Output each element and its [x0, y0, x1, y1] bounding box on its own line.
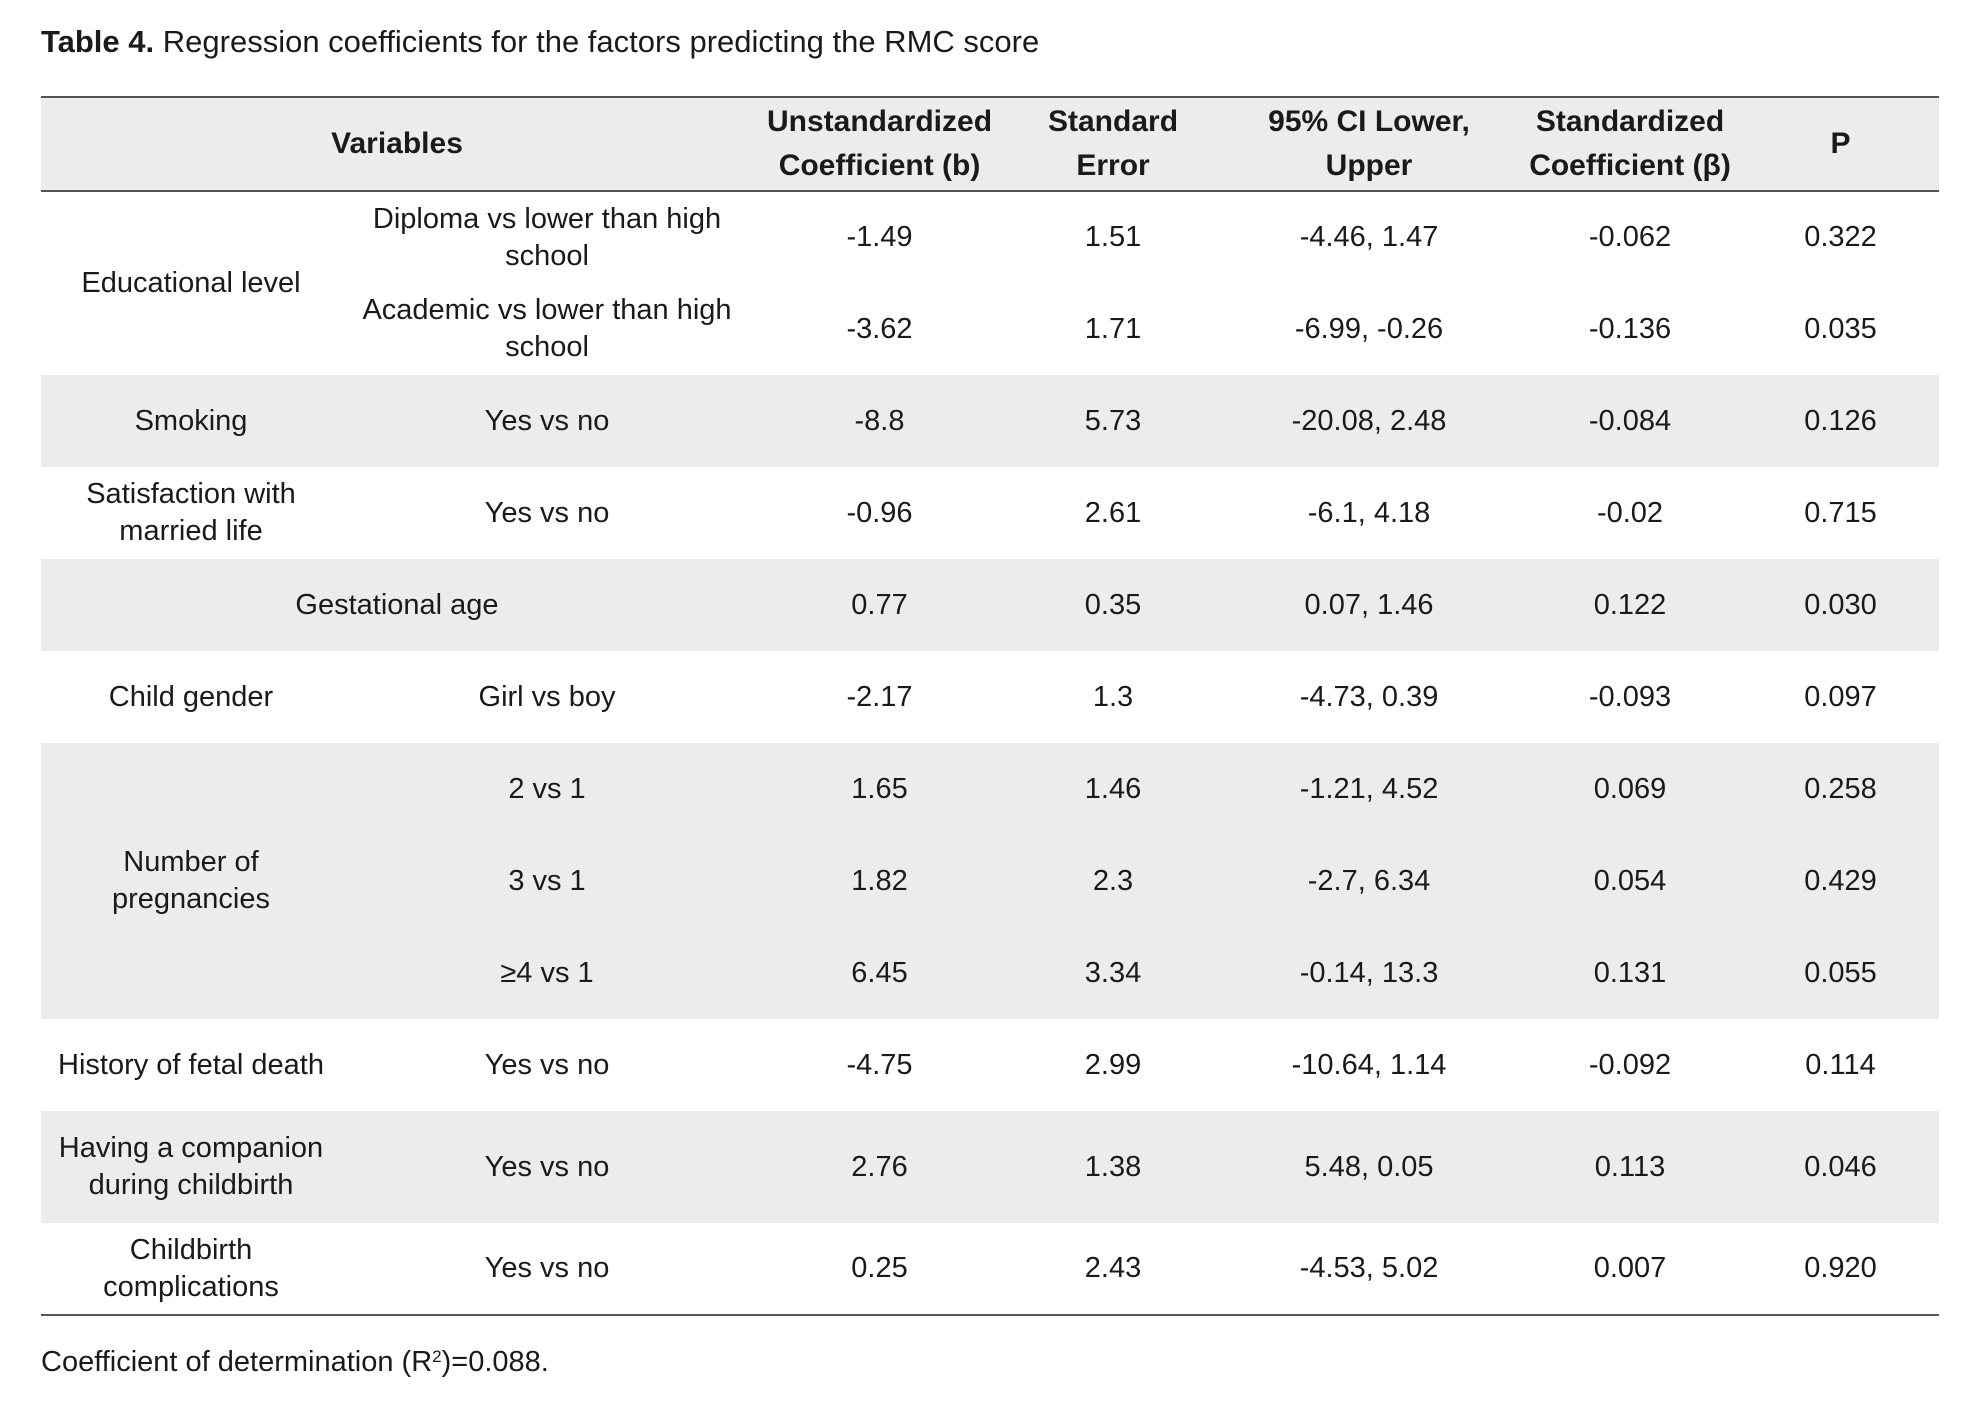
se-cell: 1.46 [1084, 772, 1142, 805]
level-cell: Yes vs no [484, 496, 610, 529]
variable-cell: Smoking [134, 404, 248, 437]
level-cell: 2 vs 1 [508, 772, 586, 805]
beta-cell: -0.062 [1588, 221, 1672, 253]
table-row [41, 467, 1939, 559]
ci-cell: -6.1, 4.18 [1307, 496, 1431, 529]
p-cell: 0.055 [1804, 956, 1877, 989]
p-cell: 0.114 [1805, 1048, 1876, 1081]
p-cell: 0.322 [1804, 221, 1877, 253]
level-cell: Girl vs boy [478, 680, 616, 713]
header-p: P [1830, 127, 1851, 160]
table-row [41, 743, 1939, 835]
beta-cell: -0.136 [1588, 312, 1672, 345]
level-cell: 3 vs 1 [508, 864, 586, 897]
beta-cell: 0.131 [1593, 956, 1667, 989]
footnote-suffix: )=0.088. [441, 1346, 549, 1378]
level-cell: Diploma vs lower than high school [372, 202, 722, 272]
b-cell: -8.8 [854, 404, 905, 437]
b-cell: 2.76 [851, 1150, 908, 1183]
variable-cell: Satisfaction with married life [86, 478, 296, 547]
ci-cell: -4.53, 5.02 [1299, 1252, 1439, 1284]
se-cell: 0.35 [1084, 588, 1142, 621]
se-cell: 5.73 [1084, 404, 1142, 437]
variable-cell: Having a companion during childbirth [58, 1132, 324, 1201]
level-cell: Yes vs no [484, 1150, 610, 1183]
variable-cell: History of fetal death [58, 1048, 324, 1081]
regression-table [41, 96, 1939, 1316]
se-cell: 2.61 [1084, 496, 1142, 529]
variable-cell: Gestational age [295, 588, 499, 621]
b-cell: -0.96 [846, 496, 913, 529]
ci-cell: -1.21, 4.52 [1299, 772, 1439, 805]
variable-cell: Childbirth complications [103, 1233, 279, 1303]
p-cell: 0.097 [1804, 680, 1877, 713]
header-ci: 95% CI Lower, Upper [1268, 105, 1470, 182]
b-cell: 0.25 [851, 1252, 908, 1284]
beta-cell: 0.122 [1593, 588, 1667, 621]
se-cell: 1.3 [1092, 680, 1134, 713]
ci-cell: 5.48, 0.05 [1304, 1150, 1434, 1183]
b-cell: -3.62 [846, 312, 913, 345]
table-row [41, 1019, 1939, 1111]
p-cell: 0.429 [1804, 864, 1877, 897]
variable-cell: Number of pregnancies [112, 846, 270, 915]
level-cell: Yes vs no [484, 1252, 610, 1284]
se-cell: 2.43 [1084, 1252, 1142, 1284]
b-cell: -2.17 [846, 680, 913, 713]
variable-cell: Educational level [81, 267, 301, 299]
p-cell: 0.126 [1804, 404, 1877, 437]
footnote-superscript: 2 [432, 1347, 442, 1366]
b-cell: 1.65 [851, 772, 908, 805]
ci-cell: -6.99, -0.26 [1294, 312, 1444, 345]
table-footnote [41, 1337, 549, 1382]
header-variables: Variables [331, 127, 463, 160]
b-cell: 1.82 [851, 864, 908, 897]
se-cell: 2.3 [1092, 864, 1134, 897]
beta-cell: 0.054 [1593, 864, 1667, 897]
beta-cell: 0.007 [1593, 1252, 1667, 1284]
level-cell: Academic vs lower than high school [362, 294, 732, 363]
table-row [41, 559, 1939, 651]
p-cell: 0.046 [1804, 1150, 1877, 1183]
b-cell: 6.45 [851, 956, 908, 989]
beta-cell: -0.092 [1588, 1048, 1672, 1081]
ci-cell: -4.46, 1.47 [1299, 221, 1439, 253]
se-cell: 1.38 [1084, 1150, 1142, 1183]
level-cell: Yes vs no [484, 1048, 610, 1081]
p-cell: 0.258 [1804, 772, 1877, 805]
p-cell: 0.920 [1804, 1252, 1877, 1284]
se-cell: 3.34 [1084, 956, 1142, 989]
table-row [41, 651, 1939, 743]
ci-cell: -2.7, 6.34 [1307, 864, 1431, 897]
header-row [41, 97, 1939, 191]
beta-cell: -0.02 [1596, 496, 1664, 529]
footnote-prefix: Coefficient of determination (R [41, 1346, 433, 1378]
ci-cell: -0.14, 13.3 [1299, 956, 1439, 989]
p-cell: 0.715 [1804, 496, 1877, 529]
se-cell: 1.51 [1084, 221, 1142, 253]
variable-cell: Child gender [108, 680, 274, 713]
ci-cell: -4.73, 0.39 [1299, 680, 1439, 713]
se-cell: 2.99 [1084, 1048, 1142, 1081]
ci-cell: -20.08, 2.48 [1291, 404, 1447, 437]
ci-cell: -10.64, 1.14 [1291, 1048, 1447, 1081]
header-standard-error: Standard Error [1048, 105, 1179, 182]
p-cell: 0.035 [1804, 312, 1877, 345]
b-cell: 0.77 [851, 588, 908, 621]
se-cell: 1.71 [1084, 312, 1142, 345]
table-caption [41, 18, 1039, 66]
caption-text: Regression coefficients for the factors predicting the RMC score [162, 24, 1040, 59]
ci-cell: 0.07, 1.46 [1304, 588, 1434, 621]
header-unstandardized: Unstandardized Coefficient (b) [767, 105, 993, 182]
p-cell: 0.030 [1804, 588, 1877, 621]
beta-cell: -0.084 [1588, 404, 1672, 437]
table-row [41, 1223, 1939, 1315]
caption-label: Table 4. [41, 24, 155, 59]
table-row [41, 1111, 1939, 1223]
b-cell: -4.75 [846, 1048, 913, 1081]
beta-cell: 0.113 [1594, 1150, 1666, 1183]
table-row [41, 191, 1939, 283]
table-row [41, 375, 1939, 467]
level-cell: Yes vs no [484, 404, 610, 437]
level-cell: ≥4 vs 1 [500, 956, 594, 989]
beta-cell: -0.093 [1588, 680, 1672, 713]
b-cell: -1.49 [846, 221, 913, 253]
header-standardized: Standardized Coefficient (β) [1529, 105, 1731, 182]
beta-cell: 0.069 [1593, 772, 1667, 805]
